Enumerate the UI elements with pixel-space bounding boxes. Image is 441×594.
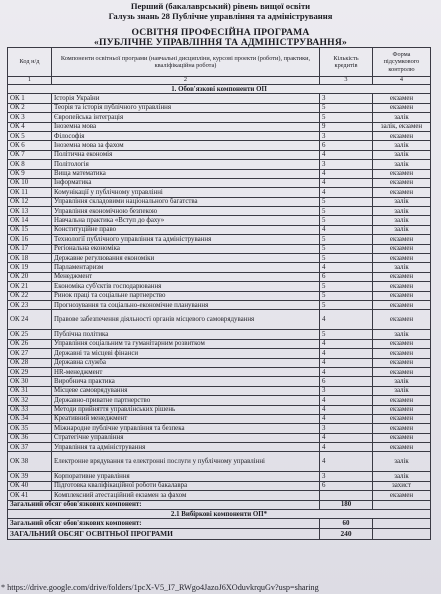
row-component: Управління соціальним та гуманітарним розвитком xyxy=(52,339,320,348)
row-code: ОК 10 xyxy=(8,178,52,187)
row-control: екзамен xyxy=(373,339,431,348)
row-control: екзамен xyxy=(373,169,431,178)
row-code: ОК 39 xyxy=(8,472,52,481)
row-credits: 4 xyxy=(320,349,373,358)
total-program-row xyxy=(8,528,431,539)
row-control: залік xyxy=(373,452,431,472)
row-credits: 5 xyxy=(320,197,373,206)
row-credits: 4 xyxy=(320,405,373,414)
row-control: залік xyxy=(373,386,431,395)
row-credits: 3 xyxy=(320,160,373,169)
row-control: екзамен xyxy=(373,396,431,405)
row-code: ОК 5 xyxy=(8,131,52,140)
total-elective-row-empty xyxy=(373,519,431,528)
total-mandatory-row xyxy=(8,500,431,509)
row-component: Державна служба xyxy=(52,358,320,367)
row-control: екзамен xyxy=(373,131,431,140)
row-control: екзамен xyxy=(373,254,431,263)
row-credits: 4 xyxy=(320,358,373,367)
section-row xyxy=(8,85,431,94)
table-row xyxy=(8,122,431,131)
row-component: Підготовка кваліфікаційної роботи бакалавра xyxy=(52,481,320,490)
total-elective-row-value: 60 xyxy=(320,519,373,528)
row-component: Управління складовими національного багатства xyxy=(52,197,320,206)
row-code: ОК 2 xyxy=(8,103,52,112)
row-code: ОК 35 xyxy=(8,424,52,433)
row-credits: 5 xyxy=(320,103,373,112)
drive-link-text[interactable]: https://drive.google.com/drive/folders/1pcX-V5_I7_RWgo4JazoJ6XOduvkrquGv?usp=sharing xyxy=(7,583,319,592)
row-component: Державно-приватне партнерство xyxy=(52,396,320,405)
row-control: екзамен xyxy=(373,367,431,376)
table-row xyxy=(8,244,431,253)
row-control: залік xyxy=(373,263,431,272)
row-control: екзамен xyxy=(373,272,431,281)
row-credits: 4 xyxy=(320,414,373,423)
table-row xyxy=(8,282,431,291)
column-number: 4 xyxy=(373,77,431,85)
row-credits: 3 xyxy=(320,386,373,395)
table-row xyxy=(8,386,431,395)
table-row xyxy=(8,150,431,159)
row-credits: 4 xyxy=(320,443,373,452)
row-code: ОК 17 xyxy=(8,244,52,253)
row-credits: 9 xyxy=(320,122,373,131)
row-code: ОК 37 xyxy=(8,443,52,452)
table-header-row xyxy=(8,48,431,77)
row-control: залік xyxy=(373,207,431,216)
row-credits: 3 xyxy=(320,472,373,481)
row-control: екзамен xyxy=(373,405,431,414)
table-row xyxy=(8,169,431,178)
row-control: екзамен xyxy=(373,358,431,367)
row-component: Управління та адміністрування xyxy=(52,443,320,452)
table-row xyxy=(8,367,431,376)
row-component: Вища математика xyxy=(52,169,320,178)
row-code: ОК 31 xyxy=(8,386,52,395)
total-mandatory-row-value: 180 xyxy=(320,500,373,509)
row-control: екзамен xyxy=(373,433,431,442)
row-code: ОК 1 xyxy=(8,94,52,103)
total-program-row-value: 240 xyxy=(320,528,373,539)
row-control: екзамен xyxy=(373,300,431,309)
table-row xyxy=(8,225,431,234)
table-row xyxy=(8,491,431,500)
row-credits: 5 xyxy=(320,216,373,225)
table-row xyxy=(8,113,431,122)
row-control: екзамен xyxy=(373,188,431,197)
row-control: екзамен xyxy=(373,103,431,112)
row-code: ОК 27 xyxy=(8,349,52,358)
row-code: ОК 3 xyxy=(8,113,52,122)
row-code: ОК 36 xyxy=(8,433,52,442)
row-credits: 5 xyxy=(320,330,373,339)
row-component: Стратегічне управління xyxy=(52,433,320,442)
table-row xyxy=(8,141,431,150)
table-row xyxy=(8,216,431,225)
row-component: Комплексний атестаційний екзамен за фахом xyxy=(52,491,320,500)
row-credits: 6 xyxy=(320,141,373,150)
row-code: ОК 34 xyxy=(8,414,52,423)
section-row xyxy=(8,510,431,519)
row-component: Креативний менеджмент xyxy=(52,414,320,423)
row-credits: 6 xyxy=(320,377,373,386)
table-row xyxy=(8,377,431,386)
row-code: ОК 11 xyxy=(8,188,52,197)
row-component: Електронне врядування та електронні послуги у публічному управлінні xyxy=(52,452,320,472)
row-credits: 4 xyxy=(320,169,373,178)
row-control: залік xyxy=(373,377,431,386)
row-credits: 3 xyxy=(320,94,373,103)
header-code: Код н/д xyxy=(8,48,52,77)
row-control: екзамен xyxy=(373,282,431,291)
table-row xyxy=(8,131,431,140)
total-program-row-empty xyxy=(373,528,431,539)
row-component: Комунікації у публічному управлінні xyxy=(52,188,320,197)
row-component: Європейська інтеграція xyxy=(52,113,320,122)
program-table xyxy=(7,47,431,540)
row-component: Інформатика xyxy=(52,178,320,187)
row-control: екзамен xyxy=(373,349,431,358)
table-row xyxy=(8,94,431,103)
table-row xyxy=(8,339,431,348)
row-credits: 4 xyxy=(320,339,373,348)
row-control: залік xyxy=(373,113,431,122)
row-component: Економіка суб'єктів господарювання xyxy=(52,282,320,291)
table-row xyxy=(8,188,431,197)
row-component: Державне регулювання економіки xyxy=(52,254,320,263)
table-row xyxy=(8,414,431,423)
row-component: Міжнародне публічне управління та безпека xyxy=(52,424,320,433)
table-row xyxy=(8,433,431,442)
row-credits: 4 xyxy=(320,188,373,197)
row-control: залік xyxy=(373,330,431,339)
level-heading: Перший (бакалаврський) рівень вищої освіти xyxy=(130,1,311,11)
row-code: ОК 16 xyxy=(8,235,52,244)
table-row xyxy=(8,310,431,330)
row-component: Правове забезпечення діяльності органів місцевого самоврядування xyxy=(52,310,320,330)
column-number-row xyxy=(8,77,431,85)
row-component: Конституційне право xyxy=(52,225,320,234)
row-control: екзамен xyxy=(373,178,431,187)
section-title: 2.1 Вибіркові компоненти ОП* xyxy=(8,510,431,519)
row-code: ОК 4 xyxy=(8,122,52,131)
row-credits: 5 xyxy=(320,300,373,309)
row-control: залік xyxy=(373,472,431,481)
row-credits: 4 xyxy=(320,452,373,472)
table-row xyxy=(8,300,431,309)
row-component: Регіональна економіка xyxy=(52,244,320,253)
row-code: ОК 26 xyxy=(8,339,52,348)
program-name: «ПУБЛІЧНЕ УПРАВЛІННЯ ТА АДМІНІСТРУВАННЯ» xyxy=(94,37,347,48)
row-component: HR-менеджмент xyxy=(52,367,320,376)
row-control: екзамен xyxy=(373,443,431,452)
table-row xyxy=(8,349,431,358)
table-row xyxy=(8,424,431,433)
row-code: ОК 19 xyxy=(8,263,52,272)
row-code: ОК 24 xyxy=(8,310,52,330)
table-row xyxy=(8,207,431,216)
row-control: екзамен xyxy=(373,291,431,300)
row-component: Виробнича практика xyxy=(52,377,320,386)
row-control: екзамен xyxy=(373,491,431,500)
row-component: Управління економічною безпекою xyxy=(52,207,320,216)
row-code: ОК 30 xyxy=(8,377,52,386)
row-control: екзамен xyxy=(373,424,431,433)
row-code: ОК 33 xyxy=(8,405,52,414)
row-component: Місцеве самоврядування xyxy=(52,386,320,395)
table-row xyxy=(8,272,431,281)
row-credits: 3 xyxy=(320,424,373,433)
row-credits xyxy=(320,491,373,500)
row-credits: 5 xyxy=(320,254,373,263)
row-credits: 4 xyxy=(320,310,373,330)
row-credits: 5 xyxy=(320,291,373,300)
row-credits: 4 xyxy=(320,263,373,272)
row-credits: 4 xyxy=(320,396,373,405)
total-mandatory-row-empty xyxy=(373,500,431,509)
row-credits: 6 xyxy=(320,272,373,281)
row-code: ОК 20 xyxy=(8,272,52,281)
row-code: ОК 38 xyxy=(8,452,52,472)
row-component: Історія України xyxy=(52,94,320,103)
row-component: Менеджмент xyxy=(52,272,320,281)
table-row xyxy=(8,481,431,490)
table-row xyxy=(8,443,431,452)
row-component: Філософія xyxy=(52,131,320,140)
row-code: ОК 14 xyxy=(8,216,52,225)
row-component: Навчальна практика «Вступ до фаху» xyxy=(52,216,320,225)
row-credits: 5 xyxy=(320,244,373,253)
row-code: ОК 15 xyxy=(8,225,52,234)
drive-link[interactable] xyxy=(1,583,441,592)
total-program-row-label: ЗАГАЛЬНИЙ ОБСЯГ ОСВІТНЬОЇ ПРОГРАМИ xyxy=(8,528,320,539)
row-code: ОК 18 xyxy=(8,254,52,263)
row-component: Теорія та історія публічного управління xyxy=(52,103,320,112)
table-row xyxy=(8,291,431,300)
row-component: Ринок праці та соціальне партнерство xyxy=(52,291,320,300)
row-control: екзамен xyxy=(373,244,431,253)
header-control: Форма підсумкового контролю xyxy=(373,48,431,77)
column-number: 1 xyxy=(8,77,52,85)
row-code: ОК 7 xyxy=(8,150,52,159)
row-code: ОК 13 xyxy=(8,207,52,216)
table-row xyxy=(8,472,431,481)
row-component: Політична економія xyxy=(52,150,320,159)
row-control: екзамен xyxy=(373,414,431,423)
table-row xyxy=(8,358,431,367)
table-row xyxy=(8,330,431,339)
table-row xyxy=(8,178,431,187)
row-code: ОК 25 xyxy=(8,330,52,339)
row-control: залік xyxy=(373,197,431,206)
table-row xyxy=(8,254,431,263)
row-component: Іноземна мова xyxy=(52,122,320,131)
row-credits: 4 xyxy=(320,150,373,159)
row-component: Методи прийняття управлінських рішень xyxy=(52,405,320,414)
row-code: ОК 6 xyxy=(8,141,52,150)
row-credits: 4 xyxy=(320,367,373,376)
row-code: ОК 22 xyxy=(8,291,52,300)
row-control: залік xyxy=(373,216,431,225)
row-code: ОК 8 xyxy=(8,160,52,169)
header-credits: Кількість кредитів xyxy=(320,48,373,77)
total-mandatory-row-label: Загальний обсяг обов'язкових компонент: xyxy=(8,500,320,509)
row-component: Державні та місцеві фінанси xyxy=(52,349,320,358)
table-row xyxy=(8,103,431,112)
row-component: Іноземна мова за фахом xyxy=(52,141,320,150)
row-control: залік xyxy=(373,150,431,159)
row-credits: 5 xyxy=(320,282,373,291)
table-body xyxy=(8,77,431,540)
table-row xyxy=(8,405,431,414)
table-row xyxy=(8,452,431,472)
row-component: Публічна політика xyxy=(52,330,320,339)
row-code: ОК 9 xyxy=(8,169,52,178)
row-credits: 4 xyxy=(320,178,373,187)
row-control: екзамен xyxy=(373,94,431,103)
row-control: залік, екзамен xyxy=(373,122,431,131)
row-credits: 4 xyxy=(320,433,373,442)
table-row xyxy=(8,396,431,405)
row-control: залік xyxy=(373,141,431,150)
row-code: ОК 23 xyxy=(8,300,52,309)
row-code: ОК 12 xyxy=(8,197,52,206)
row-credits: 5 xyxy=(320,235,373,244)
footnote-marker: * xyxy=(1,583,6,592)
total-elective-row xyxy=(8,519,431,528)
header-components: Компоненти освітньої програми (навчальні дисципліни, курсові проекти (роботи), практики, кваліфікаційна робота) xyxy=(52,48,320,77)
row-component: Політологія xyxy=(52,160,320,169)
row-code: ОК 41 xyxy=(8,491,52,500)
table-row xyxy=(8,197,431,206)
row-control: залік xyxy=(373,225,431,234)
field-heading: Галузь знань 28 Публічне управління та адміністрування xyxy=(108,11,333,21)
total-elective-row-label: Загальний обсяг обов'язкових компонент: xyxy=(8,519,320,528)
row-code: ОК 32 xyxy=(8,396,52,405)
column-number: 3 xyxy=(320,77,373,85)
row-control: екзамен xyxy=(373,235,431,244)
row-control: залік xyxy=(373,160,431,169)
table-row xyxy=(8,160,431,169)
row-control: екзамен xyxy=(373,310,431,330)
row-component: Прогнозування та соціально-економічне планування xyxy=(52,300,320,309)
row-credits: 5 xyxy=(320,207,373,216)
row-credits: 4 xyxy=(320,225,373,234)
column-number: 2 xyxy=(52,77,320,85)
row-code: ОК 40 xyxy=(8,481,52,490)
row-code: ОК 28 xyxy=(8,358,52,367)
section-title: 1. Обов'язкові компоненти ОП xyxy=(8,85,431,94)
row-credits: 3 xyxy=(320,131,373,140)
row-code: ОК 29 xyxy=(8,367,52,376)
row-component: Технології публічного управління та адміністрування xyxy=(52,235,320,244)
row-credits: 6 xyxy=(320,481,373,490)
row-credits: 5 xyxy=(320,113,373,122)
row-code: ОК 21 xyxy=(8,282,52,291)
program-title: ОСВІТНЯ ПРОФЕСІЙНА ПРОГРАМА xyxy=(131,27,310,38)
row-component: Корпоративне управління xyxy=(52,472,320,481)
table-row xyxy=(8,235,431,244)
row-control: захист xyxy=(373,481,431,490)
row-component: Парламентаризм xyxy=(52,263,320,272)
table-row xyxy=(8,263,431,272)
